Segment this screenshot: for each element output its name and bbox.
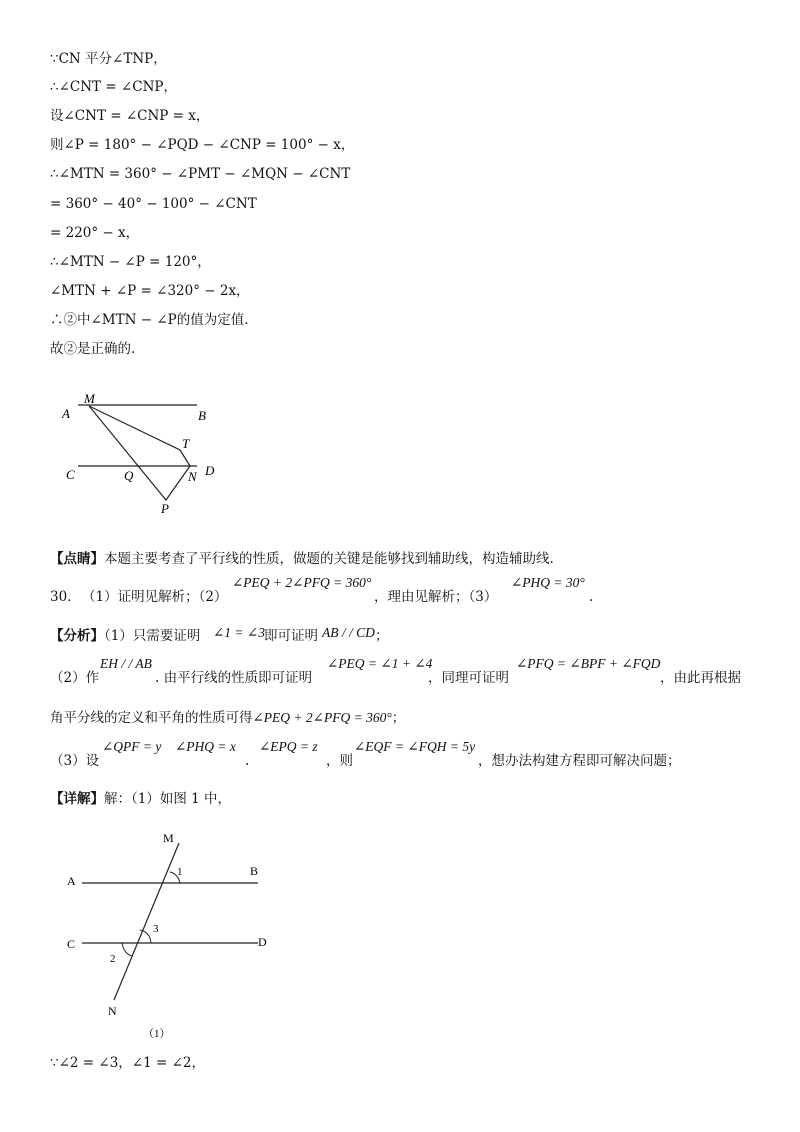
solution-line-6: = 360° − 40° − 100° − ∠CNT (50, 196, 257, 212)
fig2-label-n: N (108, 1004, 117, 1018)
fig1-label-c: C (66, 467, 75, 482)
comment-tag: 【点睛】 (50, 551, 104, 567)
fig2-label-m: M (163, 831, 174, 845)
analysis-l1a: （1）只需要证明 (104, 628, 201, 644)
analysis-f-epq: ∠EPQ = z (259, 739, 318, 754)
fig2-label-d: D (258, 935, 267, 949)
q30-formula-2: ∠PHQ = 30° (511, 575, 585, 590)
comment-text: 本题主要考查了平行线的性质，做题的关键是能够找到辅助线，构造辅助线. (104, 551, 554, 567)
q30-formula-1: ∠PEQ + 2∠PFQ = 360° (232, 575, 372, 590)
analysis-f-eh-ab: EH / / AB (100, 656, 152, 671)
fig2-label-2: 2 (110, 953, 116, 965)
fig2-label-a: A (67, 874, 76, 888)
analysis-l3b: ； (391, 710, 406, 726)
fig1-label-d: D (205, 463, 215, 478)
solution-line-1: ∵CN 平分∠TNP， (50, 51, 167, 67)
q30-number: 30． (50, 589, 81, 605)
fig1-label-n: N (188, 469, 197, 484)
analysis-l4dot: . (245, 753, 250, 769)
detail-tag: 【详解】 (50, 791, 104, 807)
fig2-label-b: B (250, 864, 259, 878)
analysis-f-peq-2pfq: ∠PEQ + 2∠PFQ = 360° (252, 710, 392, 725)
fig1-label-a: A (62, 406, 70, 421)
analysis-f-ab-cd: AB / / CD (322, 625, 375, 640)
analysis-f-eqf: ∠EQF = ∠FQH = 5y (354, 739, 476, 754)
final-line: ∵∠2 = ∠3，∠1 = ∠2， (50, 1055, 205, 1071)
solution-line-11: 故②是正确的. (50, 341, 136, 357)
fig1-label-t: T (182, 436, 190, 451)
analysis-l2a: （2）作 (50, 670, 100, 686)
analysis-f-pfq: ∠PFQ = ∠BPF + ∠FQD (516, 656, 661, 671)
analysis-l1c: ； (375, 628, 389, 644)
solution-line-9: ∠MTN + ∠P = ∠320° − 2x， (50, 283, 250, 299)
solution-line-5: ∴∠MTN = 360° − ∠PMT − ∠MQN − ∠CNT (50, 166, 351, 182)
q30-part1: （1）证明见解析；（2） (82, 589, 228, 605)
solution-line-3: 设∠CNT = ∠CNP = x， (50, 108, 210, 124)
analysis-l4a: （3）设 (50, 753, 100, 769)
fig1-label-p: P (161, 501, 169, 516)
fig2-label-c: C (67, 937, 76, 951)
analysis-l4c: ，想办法构建方程即可解决问题； (478, 753, 681, 769)
solution-line-8: ∴∠MTN − ∠P = 120°， (50, 254, 211, 270)
analysis-l4b: ，则 (326, 753, 353, 769)
analysis-f-peq: ∠PEQ = ∠1 + ∠4 (327, 656, 433, 671)
fig2-label-1: 1 (177, 866, 183, 878)
solution-line-10: ∴②中∠MTN − ∠P的值为定值. (50, 312, 249, 328)
angle-arc-2 (122, 943, 132, 956)
analysis-l2b: . 由平行线的性质即可证明 (155, 670, 313, 686)
analysis-l3a: 角平分线的定义和平角的性质可得 (50, 710, 253, 726)
fig1-label-q: Q (124, 468, 134, 483)
detail-text: 解：（1）如图 1 中， (104, 791, 232, 807)
fig1-label-b: B (198, 408, 206, 423)
solution-line-4: 则∠P = 180° − ∠PQD − ∠CNP = 100° − x， (50, 137, 355, 153)
fig1-label-m: M (84, 391, 95, 406)
solution-line-2: ∴∠CNT = ∠CNP， (50, 79, 177, 95)
fig2-label-3: 3 (153, 923, 159, 935)
q30-part3: . (589, 589, 594, 605)
analysis-l2d: ，由此再根据 (660, 670, 741, 686)
analysis-f-qpf: ∠QPF = y (102, 739, 162, 754)
solution-line-7: = 220° − x， (50, 225, 140, 241)
transversal-mn (114, 843, 179, 1000)
analysis-l2c: ，同理可证明 (428, 670, 509, 686)
analysis-f-phq: ∠PHQ = x (175, 739, 236, 754)
analysis-tag: 【分析】 (50, 628, 104, 644)
analysis-f-1eq3: ∠1 = ∠3 (213, 625, 265, 640)
analysis-l1b: 即可证明 (264, 628, 318, 644)
fig2-caption: （1） (143, 1028, 171, 1040)
q30-part2: ，理由见解析；（3） (374, 589, 498, 605)
